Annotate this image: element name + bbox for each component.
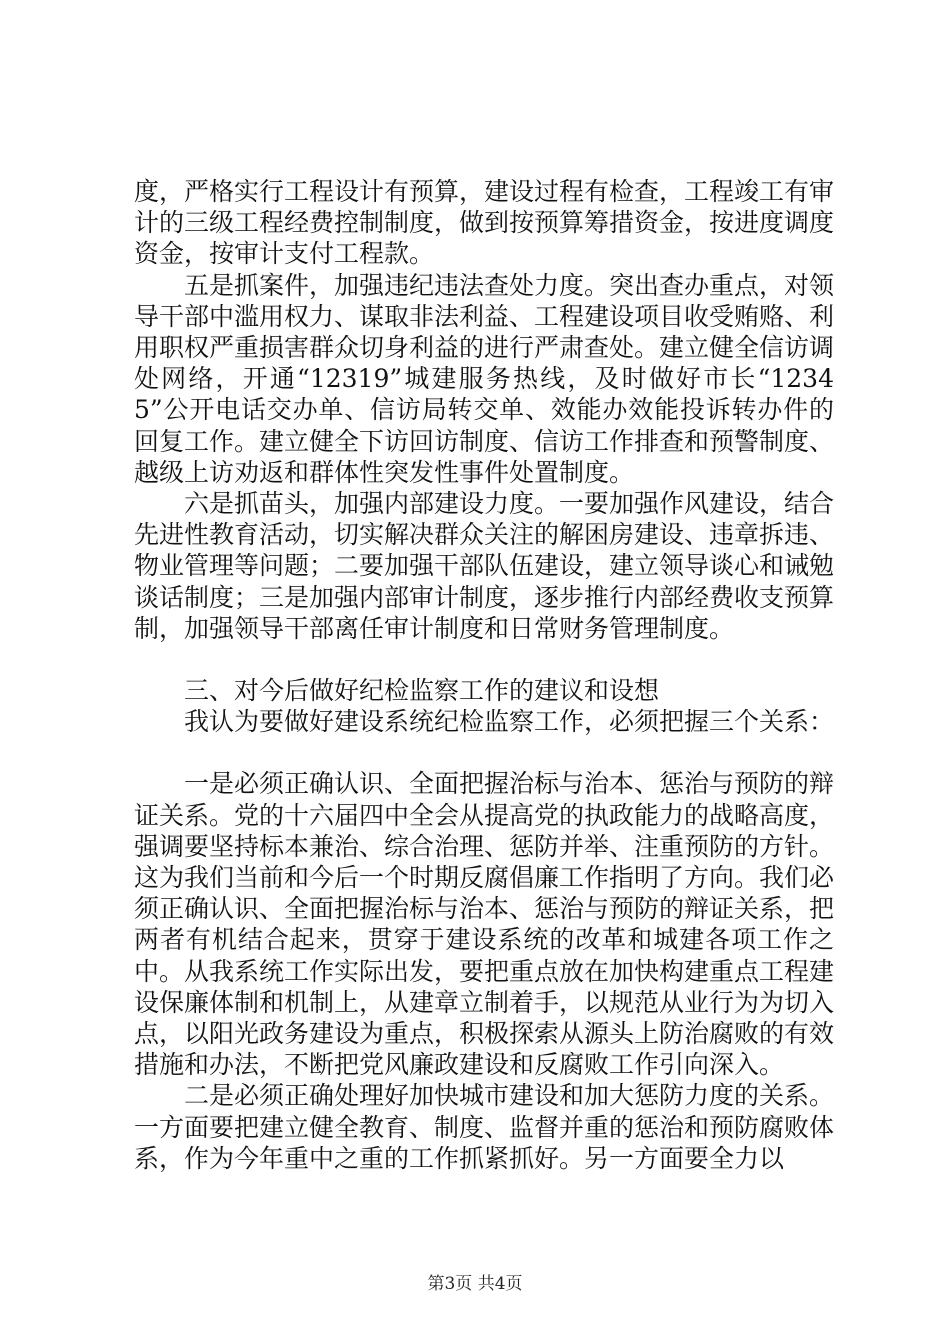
page-number-footer: 第3页 共4页 <box>427 1274 523 1294</box>
paragraph-continuation: 度，严格实行工程设计有预算，建设过程有检查，工程竣工有审计的三级工程经费控制制度，做到按预算筹措资金，按进度调度资金，按审计支付工程款。 <box>134 177 835 269</box>
document-body <box>134 176 834 1174</box>
paragraph-item-five: 五是抓案件，加强违纪违法查处力度。突出查办重点，对领导干部中滥用权力、谋取非法利益、工程建设项目收受贿赂、利用职权严重损害群众切身利益的进行严肃查处。建立健全信访调处网络，开通“12319”城建服务热线，及时做好市长“12345”公开电话交办单、信访局转交单、效能办效能投诉转办件的回复工作。建立健全下访回访制度、信访工作排查和预警制度、越级上访劝返和群体性突发性事件处置制度。 <box>134 270 835 487</box>
paragraph-gap <box>134 644 834 675</box>
section-heading: 三、对今后做好纪检监察工作的建议和设想 <box>184 676 660 706</box>
paragraph-intro: 我认为要做好建设系统纪检监察工作，必须把握三个关系： <box>184 707 835 737</box>
paragraph-gap <box>134 737 834 768</box>
paragraph-item-six: 六是抓苗头，加强内部建设力度。一要加强作风建设，结合先进性教育活动，切实解决群众关注的解困房建设、违章拆违、物业管理等问题；二要加强干部队伍建设，建立领导谈心和诫勉谈话制度；三是加强内部审计制度，逐步推行内部经费收支预算制，加强领导干部离任审计制度和日常财务管理制度。 <box>134 489 835 643</box>
paragraph-relation-two: 二是必须正确处理好加快城市建设和加大惩防力度的关系。一方面要把建立健全教育、制度、监督并重的惩治和预防腐败体系，作为今年重中之重的工作抓紧抓好。另一方面要全力以 <box>134 1081 835 1173</box>
paragraph-relation-one: 一是必须正确认识、全面把握治标与治本、惩治与预防的辩证关系。党的十六届四中全会从提高党的执政能力的战略高度，强调要坚持标本兼治、综合治理、惩防并举、注重预防的方针。这为我们当前和今后一个时期反腐倡廉工作指明了方向。我们必须正确认识、全面把握治标与治本、惩治与预防的辩证关系，把两者有机结合起来，贯穿于建设系统的改革和城建各项工作之中。从我系统工作实际出发，要把重点放在加快构建重点工程建设保廉体制和机制上，从建章立制着手，以规范从业行为为切入点，以阳光政务建设为重点，积极探索从源头上防治腐败的有效措施和办法，不断把党风廉政建设和反腐败工作引向深入。 <box>134 769 835 1080</box>
